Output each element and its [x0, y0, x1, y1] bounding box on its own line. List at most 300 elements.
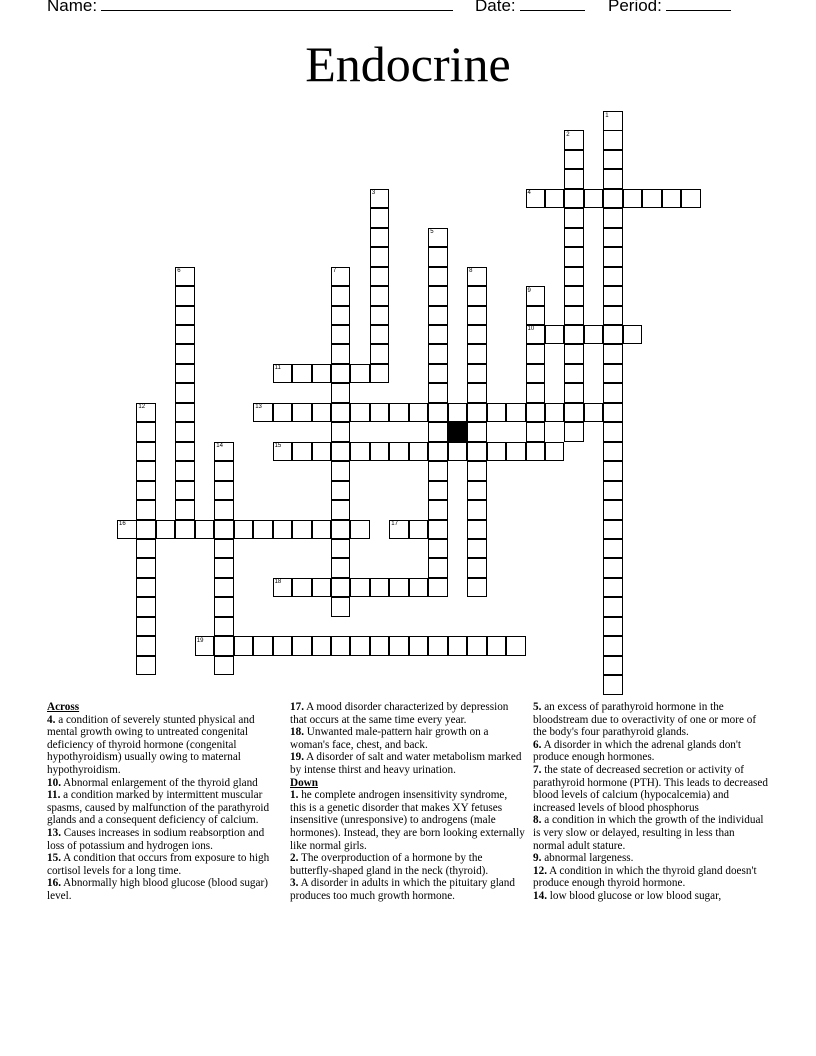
- clue-text: A disorder of salt and water metabolism marked by intense thirst and heavy urination.: [290, 751, 522, 776]
- clue-text: a condition of severely stunted physical and mental growth owing to untreated congenital deficiency of thyroid hormone (congenital hypothyroidism) usually owing to maternal hypothyroidism.: [47, 713, 255, 776]
- crossword-cell[interactable]: [526, 344, 546, 364]
- crossword-cell[interactable]: [273, 636, 293, 656]
- crossword-cell[interactable]: [214, 500, 234, 520]
- crossword-cell[interactable]: [428, 364, 448, 384]
- crossword-cell[interactable]: [253, 520, 273, 540]
- clue-number: 2.: [290, 852, 299, 865]
- crossword-cell[interactable]: [526, 306, 546, 326]
- crossword-cell[interactable]: [526, 422, 546, 442]
- crossword-cell[interactable]: [195, 520, 215, 540]
- period-label: Period:: [608, 0, 662, 15]
- clue-text: an excess of parathyroid hormone in the bloodstream due to overactivity of one or more of the body's four parathyroid glands.: [533, 701, 757, 739]
- clue-text: A mood disorder characterized by depression that occurs at the same time every year.: [290, 701, 509, 726]
- crossword-cell[interactable]: [331, 344, 351, 364]
- crossword-cell[interactable]: [564, 344, 584, 364]
- crossword-cell[interactable]: [603, 442, 623, 462]
- crossword-cell[interactable]: [467, 539, 487, 559]
- clue-item: [47, 827, 283, 852]
- clue-number-5: 5: [430, 229, 434, 236]
- crossword-cell[interactable]: [389, 636, 409, 656]
- crossword-cell[interactable]: [428, 247, 448, 267]
- clue-number: 15.: [47, 852, 61, 865]
- crossword-cell[interactable]: [136, 617, 156, 637]
- crossword-cell[interactable]: [526, 364, 546, 384]
- crossword-cell[interactable]: [506, 403, 526, 423]
- crossword-cell[interactable]: [603, 286, 623, 306]
- clue-number: 5.: [533, 701, 542, 713]
- clue-item: [533, 701, 769, 739]
- crossword-cell[interactable]: [564, 247, 584, 267]
- name-label: Name:: [47, 0, 98, 15]
- clue-text: The overproduction of a hormone by the butterfly-shaped gland in the neck (thyroid).: [290, 852, 489, 877]
- crossword-cell[interactable]: [331, 558, 351, 578]
- crossword-cell[interactable]: [136, 442, 156, 462]
- clue-text: A disorder in which the adrenal glands don't produce enough hormones.: [533, 738, 742, 764]
- crossword-cell[interactable]: [526, 383, 546, 403]
- crossword-cell[interactable]: [370, 267, 390, 287]
- crossword-cell[interactable]: [214, 481, 234, 501]
- crossword-cell[interactable]: [564, 383, 584, 403]
- crossword-cell[interactable]: [564, 267, 584, 287]
- crossword-cell[interactable]: [214, 520, 234, 540]
- crossword-cell[interactable]: [603, 228, 623, 248]
- crossword-cell[interactable]: [409, 636, 429, 656]
- crossword-cell[interactable]: [467, 500, 487, 520]
- crossword-cell[interactable]: [292, 578, 312, 598]
- clue-number-18: 18: [274, 579, 282, 586]
- crossword-cell[interactable]: [312, 636, 332, 656]
- crossword-cell[interactable]: [448, 403, 468, 423]
- clue-item: [533, 814, 769, 852]
- crossword-cell[interactable]: [370, 636, 390, 656]
- crossword-cell[interactable]: [603, 364, 623, 384]
- crossword-cell[interactable]: [603, 403, 623, 423]
- crossword-cell[interactable]: [603, 520, 623, 540]
- crossword-cell[interactable]: [136, 481, 156, 501]
- crossword-cell[interactable]: [584, 403, 604, 423]
- clue-number: 1.: [290, 789, 299, 802]
- crossword-cell[interactable]: [136, 578, 156, 598]
- crossword-cell[interactable]: [292, 520, 312, 540]
- crossword-cell[interactable]: [603, 325, 623, 345]
- crossword-cell[interactable]: [136, 520, 156, 540]
- crossword-cell[interactable]: [603, 267, 623, 287]
- crossword-cell[interactable]: [214, 636, 234, 656]
- crossword-cell[interactable]: [175, 286, 195, 306]
- clue-number: 17.: [290, 701, 304, 713]
- crossword-cell[interactable]: [409, 520, 429, 540]
- crossword-cell[interactable]: [312, 520, 332, 540]
- crossword-cell[interactable]: [467, 442, 487, 462]
- crossword-cell[interactable]: [603, 189, 623, 209]
- clue-number-1: 1: [605, 112, 609, 119]
- crossword-cell[interactable]: [156, 520, 176, 540]
- crossword-cell[interactable]: [467, 578, 487, 598]
- crossword-cell[interactable]: [428, 403, 448, 423]
- clue-number-17: 17: [391, 521, 398, 527]
- crossword-cell[interactable]: [136, 500, 156, 520]
- crossword-cell[interactable]: [603, 169, 623, 189]
- clue-number-13: 13: [255, 404, 262, 411]
- clue-number-12: 12: [138, 404, 146, 411]
- crossword-cell[interactable]: [545, 189, 565, 209]
- crossword-cell[interactable]: [487, 636, 507, 656]
- clue-number: 6.: [533, 738, 542, 751]
- crossword-cell[interactable]: [331, 636, 351, 656]
- clue-text: A disorder in adults in which the pituitary gland produces too much growth hormone.: [290, 877, 515, 902]
- crossword-cell[interactable]: [292, 364, 312, 384]
- crossword-cell[interactable]: [175, 344, 195, 364]
- crossword-cell[interactable]: [428, 539, 448, 559]
- clue-item: [290, 726, 526, 751]
- crossword-cell[interactable]: [350, 442, 370, 462]
- clue-item: [533, 865, 769, 890]
- crossword-cell[interactable]: [175, 422, 195, 442]
- crossword-cell[interactable]: [331, 306, 351, 326]
- crossword-cell[interactable]: [564, 228, 584, 248]
- crossword-cell[interactable]: [467, 558, 487, 578]
- crossword-cell[interactable]: [564, 422, 584, 442]
- clue-text: Unwanted male-pattern hair growth on a woman's face, chest, and back.: [290, 726, 489, 751]
- crossword-cell[interactable]: [253, 636, 273, 656]
- clue-item: [533, 890, 769, 903]
- crossword-cell[interactable]: [331, 520, 351, 540]
- crossword-cell[interactable]: [136, 656, 156, 676]
- crossword-cell[interactable]: [370, 247, 390, 267]
- crossword-cell[interactable]: [350, 636, 370, 656]
- crossword-cell[interactable]: [603, 208, 623, 228]
- crossword-cell[interactable]: [370, 228, 390, 248]
- crossword-cell[interactable]: [175, 325, 195, 345]
- crossword-cell[interactable]: [389, 442, 409, 462]
- crossword-cell[interactable]: [273, 403, 293, 423]
- crossword-cell[interactable]: [603, 578, 623, 598]
- crossword-cell[interactable]: [681, 189, 701, 209]
- clues-column-2: [290, 701, 526, 903]
- crossword-cell[interactable]: [331, 403, 351, 423]
- crossword-cell[interactable]: [175, 403, 195, 423]
- clue-item: [290, 701, 526, 726]
- crossword-cell[interactable]: [136, 558, 156, 578]
- crossword-cell[interactable]: [448, 442, 468, 462]
- crossword-cell[interactable]: [214, 617, 234, 637]
- crossword-cell[interactable]: [467, 344, 487, 364]
- crossword-cell[interactable]: [526, 403, 546, 423]
- crossword-cell[interactable]: [603, 150, 623, 170]
- crossword-cell[interactable]: [214, 461, 234, 481]
- clue-number: 4.: [47, 713, 56, 726]
- crossword-cell[interactable]: [448, 636, 468, 656]
- clue-item: [533, 739, 769, 764]
- crossword-cell[interactable]: [564, 150, 584, 170]
- crossword-cell[interactable]: [409, 403, 429, 423]
- crossword-cell[interactable]: [623, 325, 643, 345]
- clue-item: [290, 751, 526, 776]
- crossword-cell[interactable]: [331, 286, 351, 306]
- clue-number: 11.: [47, 789, 61, 802]
- crossword-cell[interactable]: [603, 247, 623, 267]
- crossword-cell[interactable]: [564, 306, 584, 326]
- clue-number-4: 4: [527, 190, 531, 197]
- clue-item: [290, 789, 526, 852]
- crossword-cell[interactable]: [350, 578, 370, 598]
- clue-item: [533, 852, 769, 865]
- crossword-cell[interactable]: [312, 578, 332, 598]
- crossword-cell[interactable]: [428, 558, 448, 578]
- crossword-cell[interactable]: [331, 500, 351, 520]
- crossword-cell[interactable]: [292, 636, 312, 656]
- clue-number-9: 9: [527, 287, 531, 294]
- crossword-cell[interactable]: [136, 636, 156, 656]
- clue-number-3: 3: [371, 190, 376, 197]
- crossword-cell[interactable]: [584, 189, 604, 209]
- crossword-cell[interactable]: [467, 364, 487, 384]
- crossword-cell[interactable]: [584, 325, 604, 345]
- crossword-cell[interactable]: [234, 636, 254, 656]
- clue-number-10: 10: [527, 326, 535, 333]
- crossword-cell[interactable]: [467, 383, 487, 403]
- crossword-cell[interactable]: [136, 597, 156, 617]
- crossword-cell[interactable]: [389, 578, 409, 598]
- crossword-cell[interactable]: [370, 578, 390, 598]
- crossword-cell[interactable]: [331, 461, 351, 481]
- crossword-cell[interactable]: [428, 442, 448, 462]
- crossword-cell[interactable]: [603, 636, 623, 656]
- crossword-cell[interactable]: [331, 364, 351, 384]
- crossword-cell[interactable]: [487, 403, 507, 423]
- crossword-cell[interactable]: [545, 442, 565, 462]
- crossword-cell[interactable]: [331, 325, 351, 345]
- crossword-cell[interactable]: [506, 442, 526, 462]
- crossword-cell[interactable]: [603, 130, 623, 150]
- crossword-cell[interactable]: [603, 500, 623, 520]
- crossword-cell[interactable]: [292, 403, 312, 423]
- crossword-cell[interactable]: [467, 403, 487, 423]
- crossword-cell[interactable]: [545, 325, 565, 345]
- crossword-cell[interactable]: [175, 364, 195, 384]
- clue-number: 18.: [290, 726, 304, 739]
- crossword-cell[interactable]: [564, 325, 584, 345]
- crossword-cell[interactable]: [428, 267, 448, 287]
- crossword-cell[interactable]: [564, 403, 584, 423]
- crossword-cell[interactable]: [506, 636, 526, 656]
- clue-text: a condition marked by intermittent muscular spasms, caused by malfunction of the parathyroid glands and a consequent deficiency of calcium.: [47, 789, 270, 827]
- clue-number: 3.: [290, 877, 299, 890]
- crossword-cell[interactable]: [623, 189, 643, 209]
- clue-text: A condition that occurs from exposure to high cortisol levels for a long time.: [47, 852, 270, 877]
- crossword-cell[interactable]: [467, 286, 487, 306]
- clue-text: A condition in which the thyroid gland doesn't produce enough thyroid hormone.: [533, 864, 757, 890]
- crossword-cell[interactable]: [409, 442, 429, 462]
- page-title: Endocrine: [305, 36, 511, 92]
- crossword-cell[interactable]: [234, 520, 254, 540]
- clue-item: [47, 777, 283, 790]
- crossword-cell[interactable]: [175, 442, 195, 462]
- clue-number: 10.: [47, 776, 61, 789]
- across-clue-list: [47, 714, 283, 903]
- crossword-cell[interactable]: [603, 597, 623, 617]
- crossword-cell[interactable]: [564, 364, 584, 384]
- clue-number-16: 16: [119, 521, 126, 527]
- crossword-cell[interactable]: [214, 539, 234, 559]
- crossword-cell[interactable]: [331, 442, 351, 462]
- crossword-cell[interactable]: [428, 422, 448, 442]
- crossword-cell[interactable]: [603, 306, 623, 326]
- clue-number: 7.: [533, 763, 542, 776]
- date-label: Date:: [475, 0, 516, 15]
- clue-item: [47, 877, 283, 902]
- crossword-cell[interactable]: [370, 442, 390, 462]
- crossword-cell[interactable]: [175, 520, 195, 540]
- crossword-cell[interactable]: [564, 286, 584, 306]
- crossword-cell[interactable]: [603, 383, 623, 403]
- across-heading: Across: [47, 701, 80, 713]
- crossword-cell[interactable]: [350, 403, 370, 423]
- clue-number: 9.: [533, 852, 542, 865]
- crossword-cell[interactable]: [428, 344, 448, 364]
- crossword-cell[interactable]: [312, 442, 332, 462]
- crossword-cell[interactable]: [214, 656, 234, 676]
- crossword-cell[interactable]: [331, 539, 351, 559]
- clue-item: [47, 714, 283, 777]
- crossword-cell[interactable]: [545, 403, 565, 423]
- crossword-cell[interactable]: [175, 306, 195, 326]
- crossword-cell[interactable]: [662, 189, 682, 209]
- crossword-cell[interactable]: [175, 481, 195, 501]
- crossword-cell[interactable]: [467, 461, 487, 481]
- crossword-cell[interactable]: [370, 286, 390, 306]
- crossword-cell[interactable]: [350, 520, 370, 540]
- crossword-cell[interactable]: [331, 481, 351, 501]
- clue-number: 8.: [533, 814, 542, 827]
- across-clue-list-continued: [290, 701, 526, 777]
- clue-item: [47, 789, 283, 827]
- clue-text: Abnormal enlargement of the thyroid gland: [60, 776, 258, 789]
- down-clue-list: [290, 789, 526, 902]
- clue-number-15: 15: [274, 443, 282, 450]
- clue-number: 16.: [47, 877, 61, 890]
- crossword-cell[interactable]: [564, 208, 584, 228]
- crossword-cell[interactable]: [603, 422, 623, 442]
- clues-column-3: [533, 701, 769, 903]
- clue-number: 13.: [47, 826, 61, 839]
- crossword-cell[interactable]: [428, 578, 448, 598]
- crossword-cell[interactable]: [214, 558, 234, 578]
- crossword-cell[interactable]: [603, 481, 623, 501]
- clue-text: Causes increases in sodium reabsorption and loss of potassium and hydrogen ions.: [47, 826, 265, 852]
- crossword-cell[interactable]: [175, 461, 195, 481]
- crossword-cell[interactable]: [603, 675, 623, 695]
- crossword-cell[interactable]: [331, 597, 351, 617]
- crossword-cell[interactable]: [428, 481, 448, 501]
- crossword-cell[interactable]: [428, 383, 448, 403]
- clue-number-14: 14: [216, 443, 223, 450]
- crossword-cell[interactable]: [370, 364, 390, 384]
- crossword-cell[interactable]: [428, 520, 448, 540]
- clue-text: abnormal largeness.: [541, 852, 634, 865]
- crossword-cell[interactable]: [467, 325, 487, 345]
- clue-text: he complete androgen insensitivity syndrome, this is a genetic disorder that makes XY fetuses insensitive (unresponsive) to androgens (male hormones). Instead, they are born looking externally like normal girls.: [290, 789, 525, 852]
- clue-number-11: 11: [274, 365, 281, 372]
- crossword-cell[interactable]: [331, 383, 351, 403]
- crossword-cell[interactable]: [428, 306, 448, 326]
- crossword-cell[interactable]: [389, 403, 409, 423]
- crossword-cell[interactable]: [331, 422, 351, 442]
- crossword-cell[interactable]: [409, 578, 429, 598]
- clue-item: [290, 852, 526, 877]
- clue-number-8: 8: [469, 268, 473, 275]
- crossword-cell[interactable]: [370, 208, 390, 228]
- crossword-cell[interactable]: [467, 422, 487, 442]
- crossword-cell[interactable]: [467, 481, 487, 501]
- crossword-cell[interactable]: [312, 403, 332, 423]
- crossword-cell[interactable]: [428, 325, 448, 345]
- crossword-cell[interactable]: [350, 364, 370, 384]
- crossword-cell[interactable]: [642, 189, 662, 209]
- crossword-cell[interactable]: [136, 422, 156, 442]
- clues-column-1: [47, 701, 283, 903]
- crossword-cell[interactable]: [428, 461, 448, 481]
- clue-number: 14.: [533, 889, 547, 902]
- crossword-cell[interactable]: [428, 500, 448, 520]
- crossword-cell[interactable]: [603, 656, 623, 676]
- crossword-cell[interactable]: [487, 442, 507, 462]
- clue-number-6: 6: [177, 268, 181, 275]
- crossword-cell[interactable]: [370, 403, 390, 423]
- crossword-cell[interactable]: [603, 344, 623, 364]
- blocked-cell: [448, 422, 468, 442]
- crossword-cell[interactable]: [273, 520, 293, 540]
- down-heading: Down: [290, 776, 318, 789]
- crossword-cell[interactable]: [428, 286, 448, 306]
- crossword-cell[interactable]: [467, 520, 487, 540]
- clue-number-19: 19: [196, 637, 204, 644]
- clue-item: [533, 764, 769, 814]
- crossword-cell[interactable]: [526, 442, 546, 462]
- clue-text: Abnormally high blood glucose (blood sugar) level.: [47, 877, 268, 902]
- crossword-cell[interactable]: [175, 383, 195, 403]
- crossword-cell[interactable]: [214, 597, 234, 617]
- crossword-cell[interactable]: [467, 636, 487, 656]
- crossword-cell[interactable]: [370, 306, 390, 326]
- crossword-cell[interactable]: [467, 306, 487, 326]
- crossword-cell[interactable]: [603, 461, 623, 481]
- crossword-cell[interactable]: [564, 189, 584, 209]
- crossword-cell[interactable]: [292, 442, 312, 462]
- clue-item: [47, 852, 283, 877]
- crossword-cell[interactable]: [370, 325, 390, 345]
- crossword-cell[interactable]: [603, 539, 623, 559]
- crossword-cell[interactable]: [136, 539, 156, 559]
- clue-number-7: 7: [332, 268, 337, 275]
- clue-number: 12.: [533, 864, 547, 877]
- crossword-cell[interactable]: [603, 617, 623, 637]
- crossword-cell[interactable]: [428, 636, 448, 656]
- crossword-cell[interactable]: [331, 578, 351, 598]
- crossword-cell[interactable]: [603, 558, 623, 578]
- clue-text: a condition in which the growth of the individual is very slow or delayed, resulting in less than normal adult stature.: [533, 814, 764, 852]
- crossword-cell[interactable]: [564, 169, 584, 189]
- down-clue-list-continued: [533, 701, 769, 903]
- crossword-cell[interactable]: [175, 500, 195, 520]
- crossword-cell[interactable]: [370, 344, 390, 364]
- clue-text: the state of decreased secretion or activity of parathyroid hormone (PTH). This leads to decreased blood levels of calcium (hypocalcemia) and increased levels of blood phosphorus: [533, 763, 768, 814]
- clue-text: low blood glucose or low blood sugar,: [546, 889, 722, 902]
- crossword-cell[interactable]: [312, 364, 332, 384]
- crossword-cell[interactable]: [214, 578, 234, 598]
- crossword-cell[interactable]: [136, 461, 156, 481]
- clue-number-2: 2: [566, 131, 570, 138]
